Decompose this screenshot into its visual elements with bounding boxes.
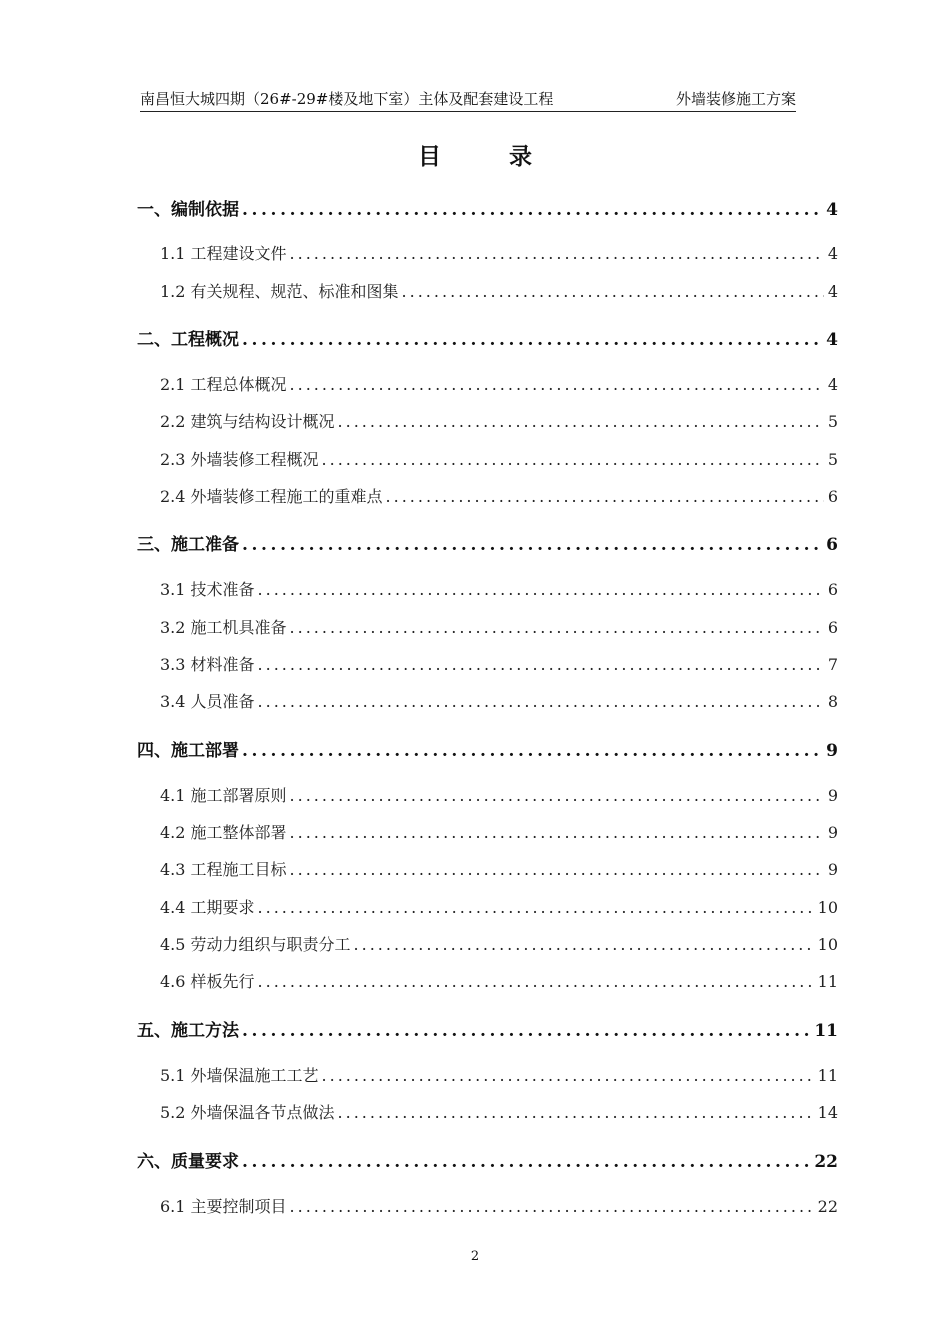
toc-label: 3.1 技术准备	[160, 580, 255, 599]
toc-label: 4.2 施工整体部署	[160, 823, 287, 842]
toc-leader	[258, 655, 824, 674]
toc-page-number: 6	[827, 618, 838, 637]
toc-leader	[242, 200, 822, 220]
toc-leader	[242, 741, 822, 761]
toc-leader	[242, 330, 822, 350]
toc-section-6[interactable]	[137, 1147, 838, 1172]
toc-page-number: 8	[827, 692, 838, 711]
toc-page-number: 10	[817, 898, 838, 917]
toc-leader	[322, 1066, 814, 1085]
toc-page-number: 11	[817, 972, 838, 991]
toc-label: 四、施工部署	[137, 741, 239, 761]
toc-page-number: 9	[827, 823, 838, 842]
toc-leader	[338, 1103, 814, 1122]
toc-subsection-4-5[interactable]	[160, 932, 838, 955]
toc-leader	[258, 972, 814, 991]
toc-leader	[290, 1197, 814, 1216]
toc-label: 4.3 工程施工目标	[160, 860, 287, 879]
toc-page-number: 5	[827, 450, 838, 469]
toc-page-number: 4	[827, 375, 838, 394]
toc-page-number: 14	[817, 1103, 838, 1122]
toc-section-4[interactable]	[137, 736, 838, 761]
toc-leader	[402, 282, 824, 301]
toc-label: 3.4 人员准备	[160, 692, 255, 711]
toc-page-number: 6	[827, 487, 838, 506]
toc-subsection-2-2[interactable]	[160, 409, 838, 432]
toc-section-1[interactable]	[137, 195, 838, 220]
toc-section-5[interactable]	[137, 1016, 838, 1041]
toc-label: 6.1 主要控制项目	[160, 1197, 287, 1216]
toc-section-3[interactable]	[137, 530, 838, 555]
toc-leader	[258, 580, 824, 599]
toc-label: 一、编制依据	[137, 200, 239, 220]
toc-page-number: 22	[814, 1152, 838, 1172]
toc-label: 4.1 施工部署原则	[160, 786, 287, 805]
toc-subsection-4-6[interactable]	[160, 969, 838, 992]
toc-label: 六、质量要求	[137, 1152, 239, 1172]
header-project-title: 南昌恒大城四期（26#-29#楼及地下室）主体及配套建设工程	[140, 90, 554, 108]
toc-label: 2.2 建筑与结构设计概况	[160, 412, 335, 431]
toc-label: 2.3 外墙装修工程概况	[160, 450, 319, 469]
toc-label: 5.2 外墙保温各节点做法	[160, 1103, 335, 1122]
toc-label: 2.1 工程总体概况	[160, 375, 287, 394]
toc-label: 2.4 外墙装修工程施工的重难点	[160, 487, 383, 506]
toc-subsection-3-2[interactable]	[160, 615, 838, 638]
toc-label: 三、施工准备	[137, 535, 239, 555]
toc-leader	[258, 692, 824, 711]
toc-leader	[290, 860, 824, 879]
toc-leader	[338, 412, 824, 431]
toc-leader	[354, 935, 814, 954]
toc-subsection-3-1[interactable]	[160, 577, 838, 600]
toc-label: 4.5 劳动力组织与职责分工	[160, 935, 351, 954]
toc-subsection-2-1[interactable]	[160, 372, 838, 395]
toc-subsection-6-1[interactable]	[160, 1194, 838, 1217]
toc-label: 5.1 外墙保温施工工艺	[160, 1066, 319, 1085]
toc-subsection-4-1[interactable]	[160, 783, 838, 806]
toc-label: 4.4 工期要求	[160, 898, 255, 917]
toc-page-number: 5	[827, 412, 838, 431]
toc-page-number: 9	[827, 786, 838, 805]
toc-label: 1.2 有关规程、规范、标准和图集	[160, 282, 399, 301]
toc-page-number: 4	[826, 330, 838, 350]
toc-subsection-5-1[interactable]	[160, 1063, 838, 1086]
footer-page-number: 2	[470, 1249, 480, 1264]
toc-subsection-2-3[interactable]	[160, 447, 838, 470]
toc-leader	[290, 823, 824, 842]
toc-label: 五、施工方法	[137, 1021, 239, 1041]
toc-label: 二、工程概况	[137, 330, 239, 350]
toc-subsection-2-4[interactable]	[160, 484, 838, 507]
toc-title: 目 录	[417, 143, 562, 170]
toc-label: 1.1 工程建设文件	[160, 244, 287, 263]
toc-page-number: 11	[817, 1066, 838, 1085]
toc-label: 3.3 材料准备	[160, 655, 255, 674]
toc-subsection-3-4[interactable]	[160, 689, 838, 712]
toc-page-number: 10	[817, 935, 838, 954]
toc-leader	[290, 244, 824, 263]
toc-leader	[242, 1021, 810, 1041]
toc-leader	[242, 1152, 810, 1172]
toc-subsection-3-3[interactable]	[160, 652, 838, 675]
toc-page-number: 4	[826, 200, 838, 220]
header-document-title: 外墙装修施工方案	[675, 90, 796, 108]
toc-leader	[290, 618, 824, 637]
toc-subsection-1-2[interactable]	[160, 279, 838, 302]
toc-leader	[242, 535, 822, 555]
toc-leader	[258, 898, 814, 917]
toc-subsection-4-3[interactable]	[160, 857, 838, 880]
toc-subsection-5-2[interactable]	[160, 1100, 838, 1123]
toc-page-number: 22	[817, 1197, 838, 1216]
toc-leader	[386, 487, 824, 506]
running-header	[140, 89, 796, 112]
toc-page-number: 4	[827, 282, 838, 301]
toc-page-number: 6	[826, 535, 838, 555]
toc-section-2[interactable]	[137, 325, 838, 350]
toc-label: 3.2 施工机具准备	[160, 618, 287, 637]
toc-page-number: 11	[814, 1021, 838, 1041]
toc-page-number: 9	[827, 860, 838, 879]
toc-page-number: 4	[827, 244, 838, 263]
toc-label: 4.6 样板先行	[160, 972, 255, 991]
toc-leader	[290, 375, 824, 394]
toc-subsection-4-4[interactable]	[160, 895, 838, 918]
toc-leader	[322, 450, 824, 469]
toc-page-number: 7	[827, 655, 838, 674]
toc-leader	[290, 786, 824, 805]
toc-page-number: 9	[826, 741, 838, 761]
toc-subsection-1-1[interactable]	[160, 241, 838, 264]
toc-subsection-4-2[interactable]	[160, 820, 838, 843]
toc-page-number: 6	[827, 580, 838, 599]
